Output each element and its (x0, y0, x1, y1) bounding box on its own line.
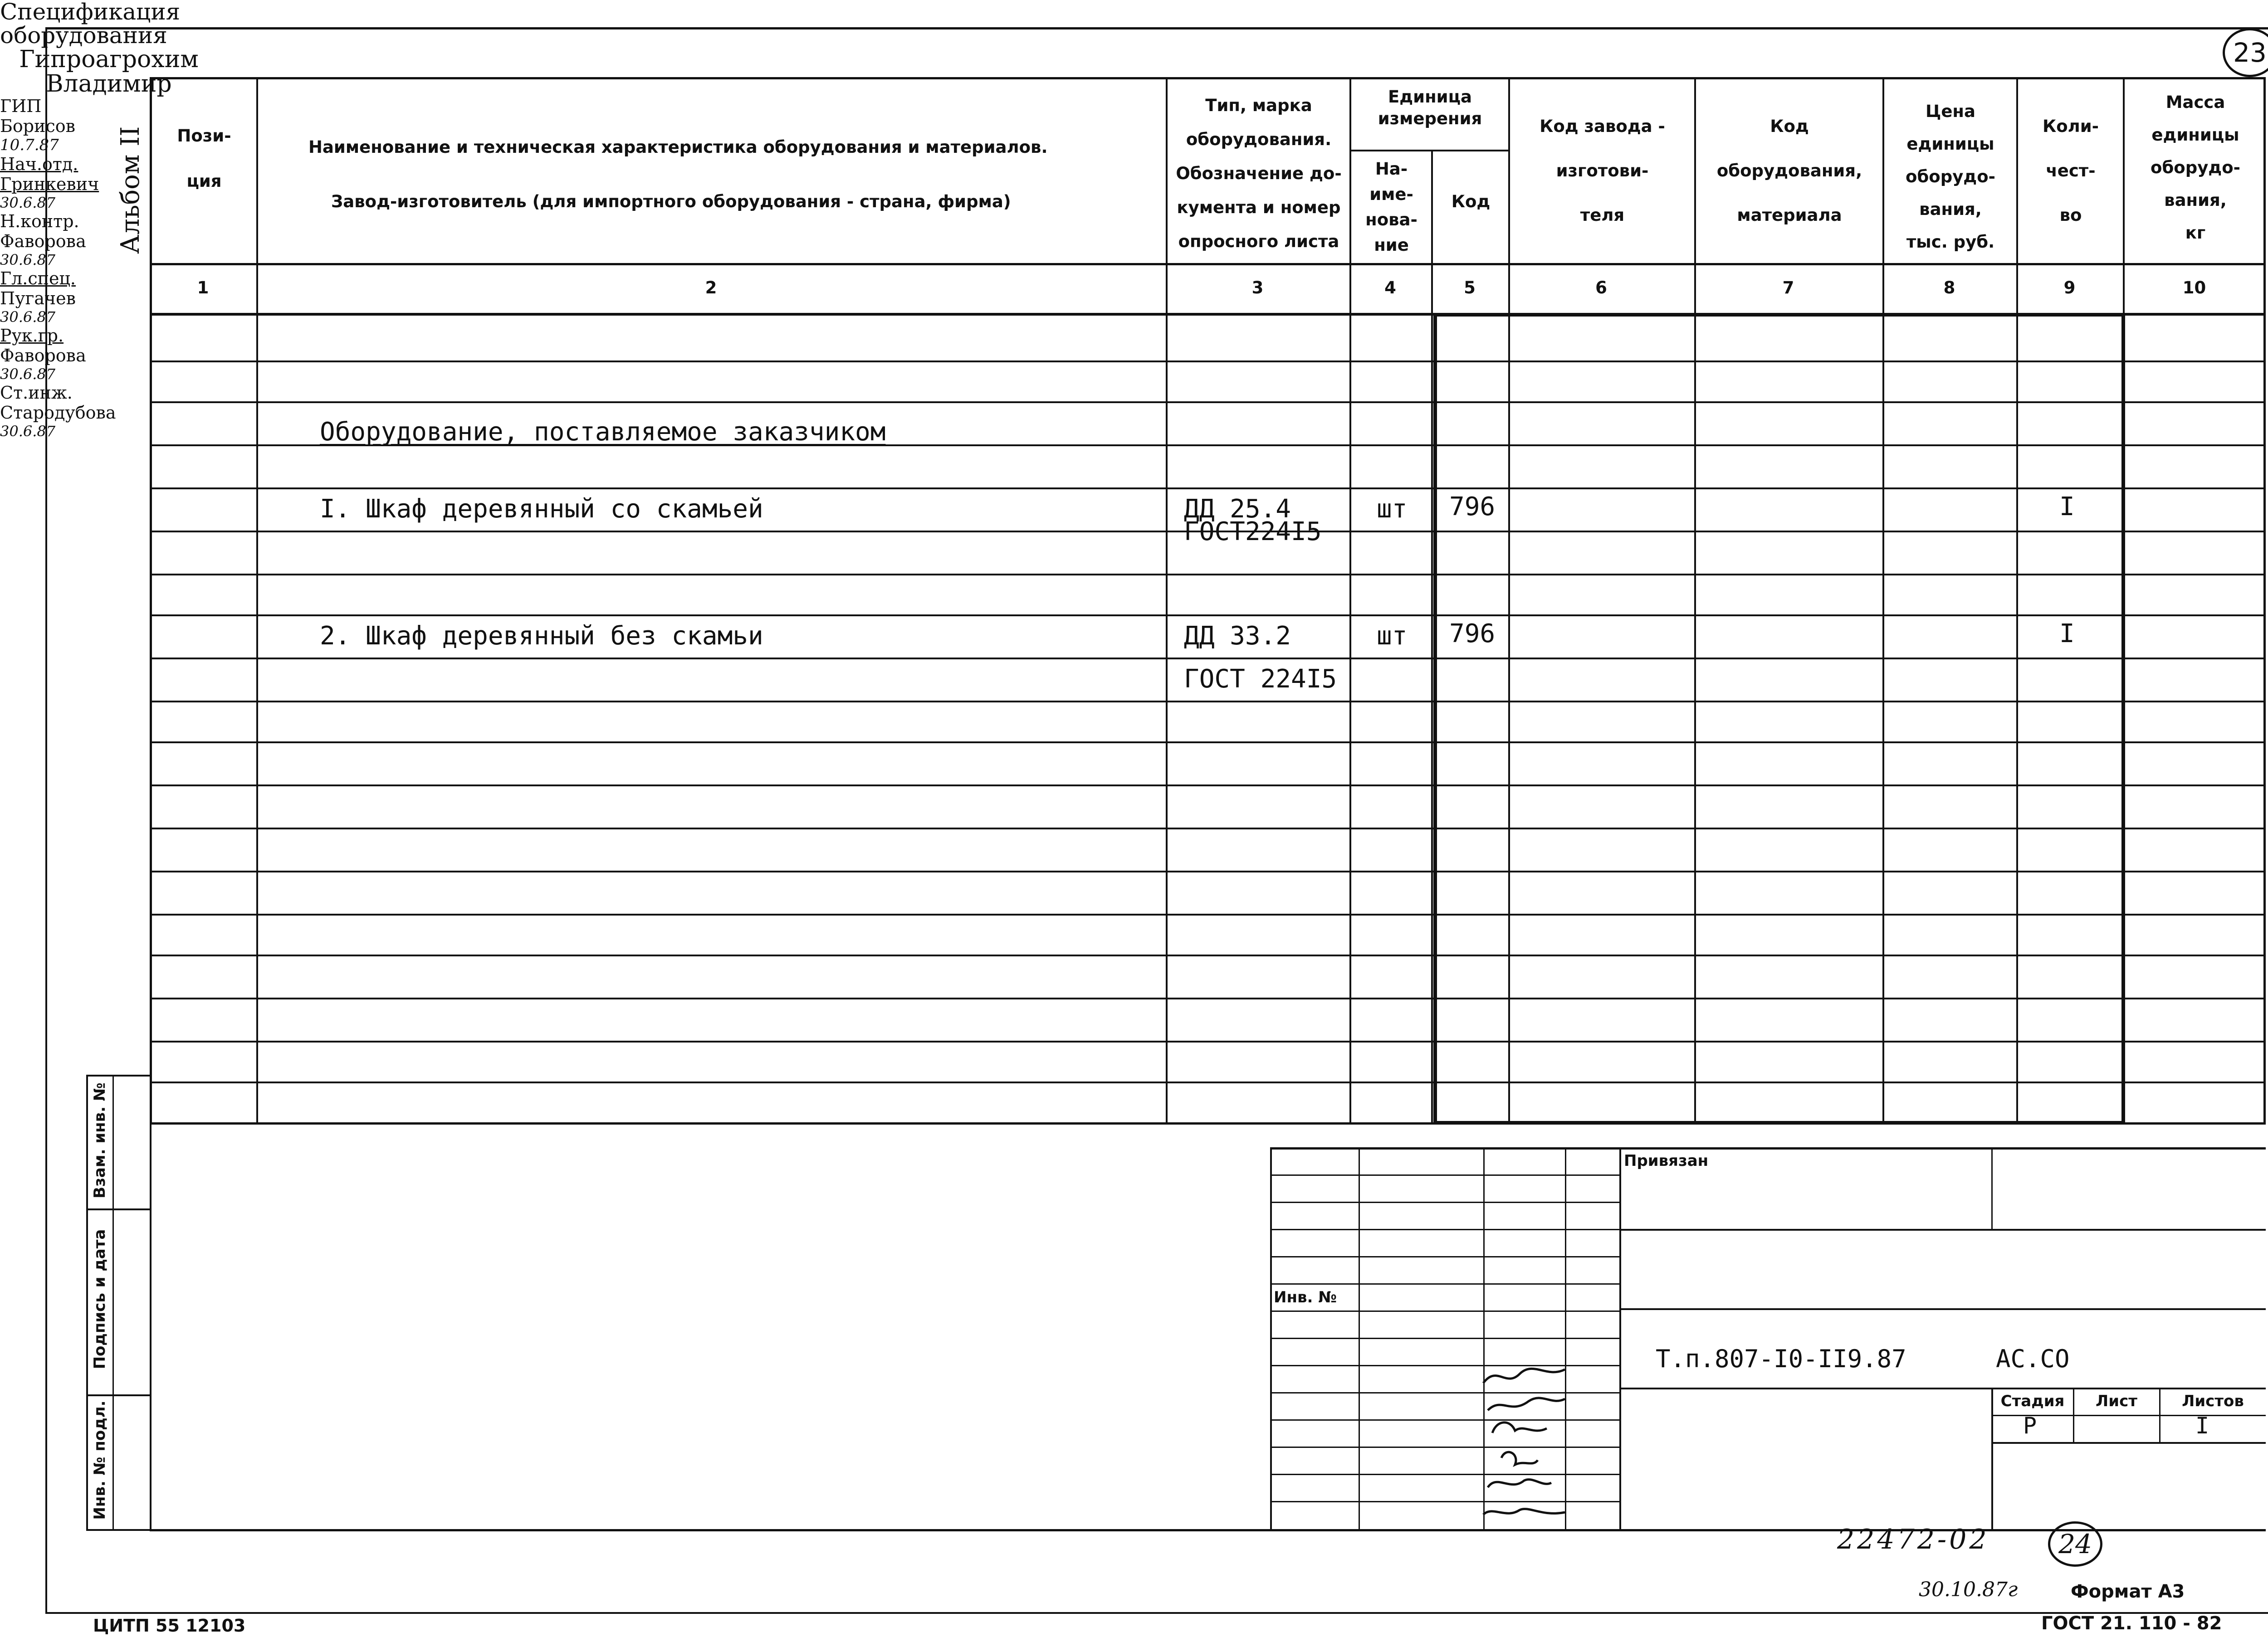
col-divider (1349, 77, 1351, 1125)
person-date: 30.6.87 (0, 308, 56, 326)
person-name: Фаворова (0, 346, 86, 365)
stamp-inv-podl: Инв. № подл. (91, 1400, 109, 1520)
item-qty: I (2059, 492, 2075, 521)
col-number: 3 (1251, 278, 1264, 297)
page-number-top: 23 (2233, 37, 2267, 68)
col-number: 9 (2063, 278, 2076, 297)
page-number-bottom: 24 (2058, 1529, 2092, 1559)
person-date: 30.6.87 (0, 365, 56, 383)
sheet-label: Лист (2096, 1392, 2137, 1410)
header-col9: Коли- чест- во (2042, 117, 2099, 225)
person-role: ГИП (0, 96, 42, 116)
col-divider (256, 77, 258, 1125)
stamp-vzam-inv: Взам. инв. № (91, 1082, 109, 1199)
organization: Гипроагрохим Владимир (19, 46, 199, 97)
item-code: 796 (1449, 492, 1496, 521)
sheets-label: Листов (2182, 1392, 2244, 1410)
thick-code-box (1433, 313, 2125, 1125)
person-date: 30.6.87 (0, 251, 56, 268)
stage-label: Стадия (2000, 1392, 2065, 1410)
inv-no-label: Инв. № (1274, 1288, 1337, 1306)
col-number: 2 (705, 278, 717, 297)
album-label: Альбом II (116, 126, 145, 254)
col-number: 6 (1595, 278, 1607, 297)
header-col6: Код завода - изготови- теля (1540, 117, 1665, 225)
section-title: Оборудование, поставляемое заказчиком (320, 417, 886, 447)
item-code: 796 (1449, 619, 1496, 648)
person-date: 10.7.87 (0, 136, 59, 154)
doc-mark: АС.СО (1996, 1345, 2070, 1373)
item-type-gost: ГОСТ 224I5 (1184, 664, 1337, 694)
item-unit: шт (1377, 621, 1408, 651)
person-name: Гринкевич (0, 174, 99, 194)
header-rule (150, 263, 2266, 265)
col-number: 7 (1782, 278, 1794, 297)
col-divider (1166, 77, 1168, 1125)
doc-title: Спецификация оборудования (0, 0, 181, 49)
person-date: 30.6.87 (0, 423, 56, 440)
signatures (1474, 1356, 1574, 1528)
item-type: ДД 33.2 (1184, 621, 1291, 651)
item-name: I. Шкаф деревянный со скамьей (320, 494, 763, 524)
col-number: 5 (1464, 278, 1476, 297)
person-date: 30.6.87 (0, 194, 56, 211)
person-name: Пугачев (0, 288, 76, 308)
sheets-value: I (2195, 1413, 2209, 1439)
cipt-label: ЦИТП 55 12103 (93, 1616, 246, 1636)
person-role: Рук.гр. (0, 326, 64, 346)
item-qty: I (2059, 619, 2075, 648)
person-role: Гл.спец. (0, 268, 76, 288)
item-name: 2. Шкаф деревянный без скамьи (320, 621, 763, 651)
stage-value: Р (2023, 1413, 2037, 1439)
header-col8: Цена единицы оборудо- вания, тыс. руб. (1906, 102, 1995, 252)
header-col4: На- име- нова- ние (1365, 159, 1418, 255)
header-unit: Единица измерения (1378, 87, 1482, 128)
person-name: Фаворова (0, 231, 86, 251)
doc-code: Т.п.807-I0-II9.87 (1656, 1345, 1906, 1373)
gost-label: ГОСТ 21. 110 - 82 (2041, 1613, 2222, 1634)
header-col2: Наименование и техническая характеристика оборудования и материалов. Завод-изготовитель (для импортного оборудования - страна, фирма) (308, 137, 1048, 211)
person-role: Нач.отд. (0, 154, 78, 174)
person-role: Ст.инж. (0, 383, 73, 403)
unit-header-rule (1349, 150, 1508, 151)
col-number: 4 (1384, 278, 1396, 297)
privyazan-label: Привязан (1624, 1152, 1709, 1170)
col-number: 8 (1943, 278, 1955, 297)
format-label: Формат A3 (2071, 1581, 2185, 1602)
handwritten-doc-number: 22472-02 (1837, 1524, 1989, 1555)
header-col1: Пози- ция (177, 126, 231, 191)
frame-bottom-line (45, 1612, 2268, 1614)
person-name: Борисов (0, 116, 76, 136)
page-number-bottom-circle (2048, 1521, 2102, 1567)
item-unit: шт (1377, 494, 1408, 524)
item-type-gost: ГОСТ224I5 (1184, 517, 1322, 546)
header-col7: Код оборудования, материала (1716, 117, 1862, 225)
person-role: Н.контр. (0, 211, 79, 231)
item-type: ДД 25.4 (1184, 494, 1291, 524)
bottom-date-note: 30.10.87г (1919, 1578, 2018, 1601)
header-col5: Код (1451, 192, 1491, 211)
col-number: 1 (197, 278, 209, 297)
header-col10: Масса единицы оборудо- вания, кг (2151, 93, 2240, 243)
person-name: Стародубова (0, 403, 116, 423)
header-col3: Тип, марка оборудования. Обозначение до- кумента и номер опросного листа (1176, 96, 1342, 251)
stamp-podpis-data: Подпись и дата (91, 1229, 109, 1369)
col-number: 10 (2182, 278, 2206, 297)
